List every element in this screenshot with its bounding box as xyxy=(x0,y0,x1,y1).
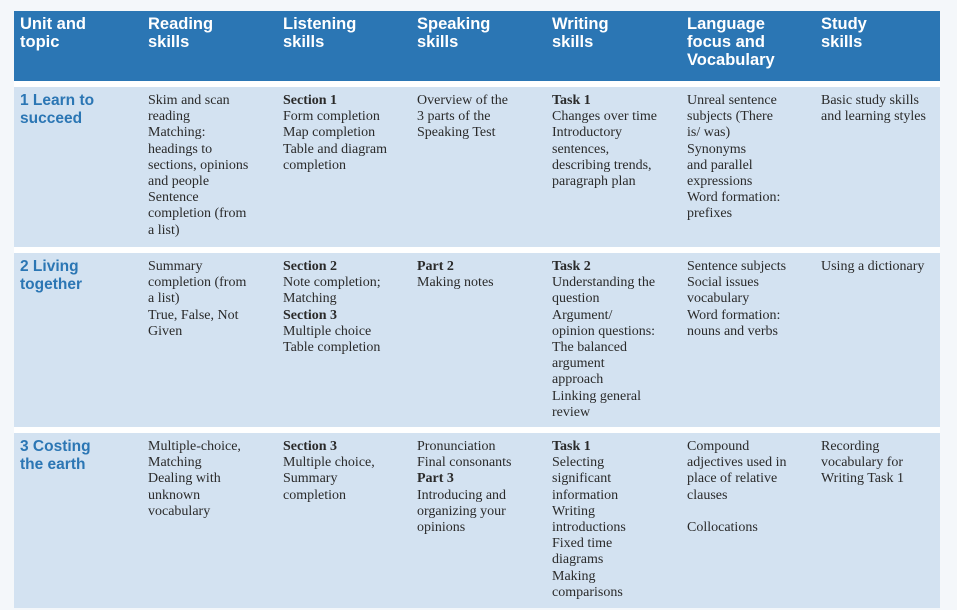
unit-topic: 1 Learn to succeed xyxy=(20,92,95,127)
listening-skills-cell: Section 1 Form completion Map completion Table and diagram completion xyxy=(283,93,387,173)
table-header xyxy=(14,11,940,81)
table-row xyxy=(14,87,940,247)
study-skills-cell: Basic study skills and learning styles xyxy=(821,93,926,125)
header-unit-topic: Unit and topic xyxy=(20,15,86,51)
speaking-skills-cell: Overview of the 3 parts of the Speaking Test xyxy=(417,93,508,141)
language-vocabulary-cell: Unreal sentence subjects (There is/ was) Synonyms and parallel expressions Word formation: prefixes xyxy=(687,93,781,222)
speaking-skills-cell: Part 2 Making notes xyxy=(417,259,494,291)
spacer xyxy=(687,504,787,520)
language-vocabulary-cell: Sentence subjects Social issues vocabulary Word formation: nouns and verbs xyxy=(687,259,787,339)
header-listening-skills: Listening skills xyxy=(283,15,357,51)
table-row xyxy=(14,253,940,427)
reading-skills-cell: Multiple-choice, Matching Dealing with unknown vocabulary xyxy=(148,439,241,519)
listening-skills-cell: Section 2 Note completion; Matching Section 3 Multiple choice Table completion xyxy=(283,259,381,356)
writing-skills-cell: Task 1 Selecting significant information Writing introductions Fixed time diagrams Making comparisons xyxy=(552,439,626,600)
header-language-vocabulary: Language focus and Vocabulary xyxy=(687,15,775,69)
header-writing-skills: Writing skills xyxy=(552,15,609,51)
table-row xyxy=(14,433,940,608)
header-reading-skills: Reading skills xyxy=(148,15,214,51)
contents-table xyxy=(14,11,940,608)
study-skills-cell: Using a dictionary xyxy=(821,259,925,274)
language-vocabulary-cell: Compound adjectives used in place of relative clauses Collocations xyxy=(687,439,787,535)
writing-skills-cell: Task 2 Understanding the question Argument/ opinion questions: The balanced argument approach Linking general review xyxy=(552,259,656,420)
unit-topic: 3 Costing the earth xyxy=(20,438,91,473)
writing-skills-cell: Task 1 Changes over time Introductory sentences, describing trends, paragraph plan xyxy=(552,93,657,190)
unit-topic: 2 Living together xyxy=(20,258,82,293)
reading-skills-cell: Skim and scan reading Matching: headings to sections, opinions and people Sentence completion (from a list) xyxy=(148,93,249,238)
speaking-skills-cell: Pronunciation Final consonants Part 3 Introducing and organizing your opinions xyxy=(417,439,512,536)
header-speaking-skills: Speaking skills xyxy=(417,15,491,51)
header-study-skills: Study skills xyxy=(821,15,867,51)
listening-skills-cell: Section 3 Multiple choice, Summary completion xyxy=(283,439,375,503)
study-skills-cell: Recording vocabulary for Writing Task 1 xyxy=(821,439,904,487)
reading-skills-cell: Summary completion (from a list) True, False, Not Given xyxy=(148,259,247,339)
